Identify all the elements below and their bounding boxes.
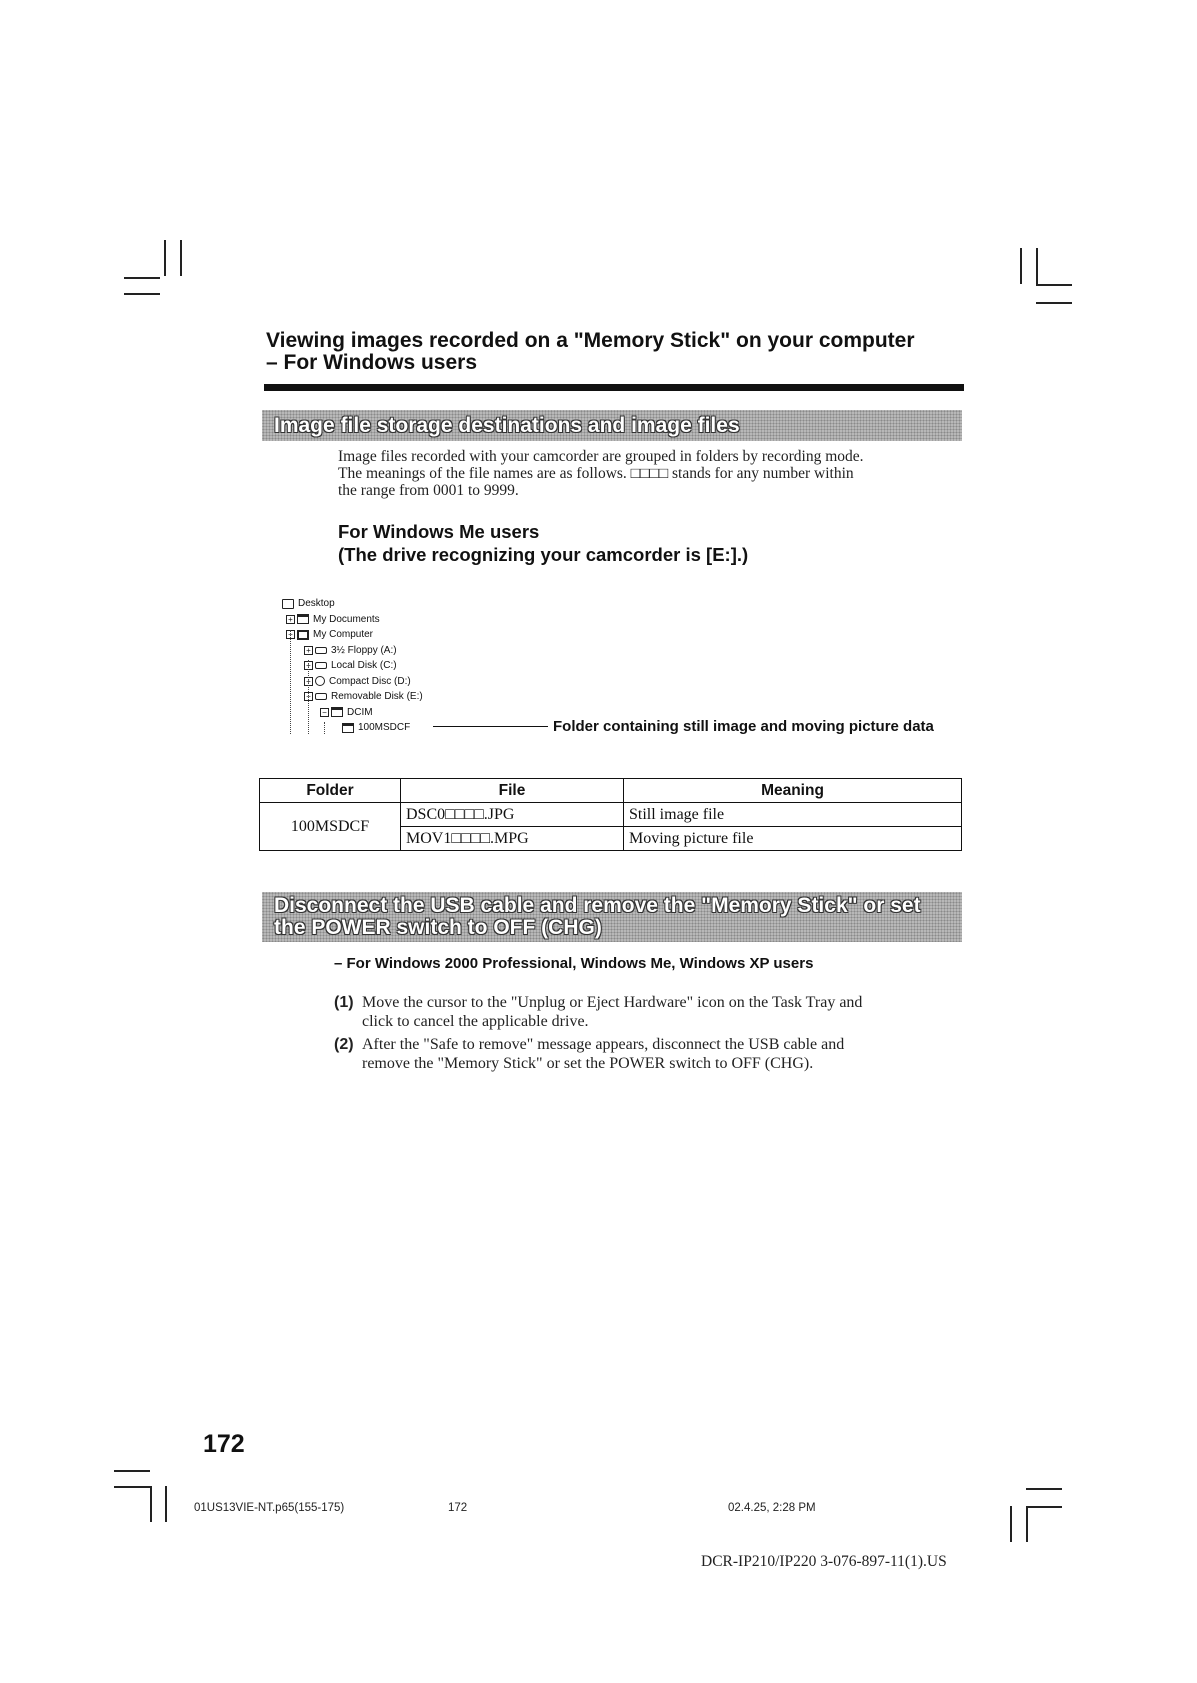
crop-mark <box>1036 302 1072 304</box>
removable-drive-icon <box>315 693 327 700</box>
column-header-file: File <box>401 779 624 803</box>
tree-label: 3½ Floppy (A:) <box>331 644 397 656</box>
crop-mark <box>114 1486 150 1488</box>
section-banner-storage-text: Image file storage destinations and image files <box>274 414 740 437</box>
crop-mark <box>1010 1506 1012 1542</box>
section-banner-disconnect-line1: Disconnect the USB cable and remove the "Memory Stick" or set <box>274 894 921 917</box>
intro-line: the range from 0001 to 9999. <box>338 482 519 499</box>
step-number: (1) <box>334 994 354 1011</box>
tree-connector <box>290 630 291 734</box>
crop-mark <box>1026 1488 1062 1490</box>
collapse-icon: − <box>286 630 295 639</box>
tree-item-compact-disc <box>282 674 502 690</box>
step-number: (2) <box>334 1036 354 1053</box>
section-banner-disconnect-line2: the POWER switch to OFF (CHG) <box>274 916 602 939</box>
collapse-icon: − <box>320 708 329 717</box>
file-cell: DSC0□□□□.JPG <box>401 803 624 827</box>
column-header-meaning: Meaning <box>624 779 962 803</box>
file-table <box>259 778 962 851</box>
step-text: remove the "Memory Stick" or set the POWER switch to OFF (CHG). <box>362 1054 814 1072</box>
tree-item-100msdcf <box>282 720 502 736</box>
folder-tree <box>282 596 502 736</box>
floppy-drive-icon <box>315 647 327 654</box>
step-1 <box>334 994 954 1031</box>
crop-mark <box>165 1486 167 1522</box>
desktop-icon <box>282 599 294 609</box>
os-note: – For Windows 2000 Professional, Windows Me, Windows XP users <box>334 955 814 972</box>
crop-mark <box>114 1470 150 1472</box>
folder-callout: Folder containing still image and moving picture data <box>553 718 934 735</box>
windows-me-heading-line1: For Windows Me users <box>338 521 540 542</box>
column-header-folder: Folder <box>260 779 401 803</box>
tree-item-floppy <box>282 643 502 659</box>
step-text: click to cancel the applicable drive. <box>362 1012 589 1030</box>
crop-mark <box>1026 1506 1028 1542</box>
crop-mark <box>150 1486 152 1522</box>
section-banner-disconnect <box>262 892 962 942</box>
expand-icon: + <box>304 677 313 686</box>
tree-label: DCIM <box>347 706 373 718</box>
expand-icon: + <box>304 661 313 670</box>
crop-mark <box>180 240 182 276</box>
tree-connector <box>308 660 309 734</box>
folder-icon <box>331 707 343 717</box>
intro-paragraph <box>338 448 950 499</box>
page-title-line1: Viewing images recorded on a "Memory Stick" on your computer <box>266 329 915 352</box>
callout-leader-line <box>433 726 548 727</box>
intro-line: The meanings of the file names are as follows. □□□□ stands for any number within <box>338 465 854 482</box>
crop-mark <box>1020 248 1022 284</box>
meaning-cell: Moving picture file <box>624 827 962 851</box>
expand-icon: + <box>286 615 295 624</box>
folder-cell: 100MSDCF <box>260 803 401 851</box>
crop-mark <box>1036 248 1038 284</box>
footer-page-ref: 172 <box>448 1502 468 1514</box>
crop-mark <box>124 293 160 295</box>
file-cell: MOV1□□□□.MPG <box>401 827 624 851</box>
page-title <box>266 330 966 374</box>
windows-me-heading <box>338 520 938 566</box>
meaning-cell: Still image file <box>624 803 962 827</box>
page-number: 172 <box>203 1430 245 1458</box>
folder-icon <box>342 723 354 733</box>
tree-label: Removable Disk (E:) <box>331 691 423 702</box>
tree-label: Local Disk (C:) <box>331 660 397 671</box>
intro-line: Image files recorded with your camcorder are grouped in folders by recording mode. <box>338 448 864 465</box>
tree-item-dcim <box>282 705 502 721</box>
title-divider <box>264 384 964 391</box>
hard-drive-icon <box>315 662 327 669</box>
crop-mark <box>1026 1506 1062 1508</box>
tree-item-my-documents <box>282 612 502 628</box>
page-title-line2: – For Windows users <box>266 351 478 374</box>
tree-connector <box>324 722 325 734</box>
tree-label: 100MSDCF <box>358 722 411 733</box>
table-row <box>260 803 962 827</box>
model-number: DCR-IP210/IP220 3-076-897-11(1).US <box>701 1553 947 1570</box>
step-text: Move the cursor to the "Unplug or Eject Hardware" icon on the Task Tray and <box>362 994 863 1011</box>
tree-item-local-disk <box>282 658 502 674</box>
footer-timestamp: 02.4.25, 2:28 PM <box>728 1502 816 1514</box>
crop-mark <box>164 240 166 276</box>
tree-label: My Computer <box>313 629 374 640</box>
crop-mark <box>1036 284 1072 286</box>
step-text: After the "Safe to remove" message appears, disconnect the USB cable and <box>362 1036 845 1053</box>
crop-mark <box>124 277 160 279</box>
tree-item-desktop <box>282 596 502 612</box>
windows-me-heading-line2: (The drive recognizing your camcorder is [E:].) <box>338 544 749 565</box>
expand-icon: + <box>304 646 313 655</box>
documents-folder-icon <box>297 614 309 624</box>
tree-item-my-computer <box>282 627 502 643</box>
tree-label: My Documents <box>313 613 380 625</box>
tree-label: Compact Disc (D:) <box>329 675 411 687</box>
collapse-icon: − <box>304 692 313 701</box>
footer-file-ref: 01US13VIE-NT.p65(155-175) <box>194 1502 345 1514</box>
computer-icon <box>297 630 309 640</box>
section-banner-storage <box>262 410 962 441</box>
tree-item-removable-disk <box>282 689 502 705</box>
cd-drive-icon <box>315 676 325 686</box>
step-2 <box>334 1036 954 1073</box>
tree-label: Desktop <box>298 598 335 609</box>
